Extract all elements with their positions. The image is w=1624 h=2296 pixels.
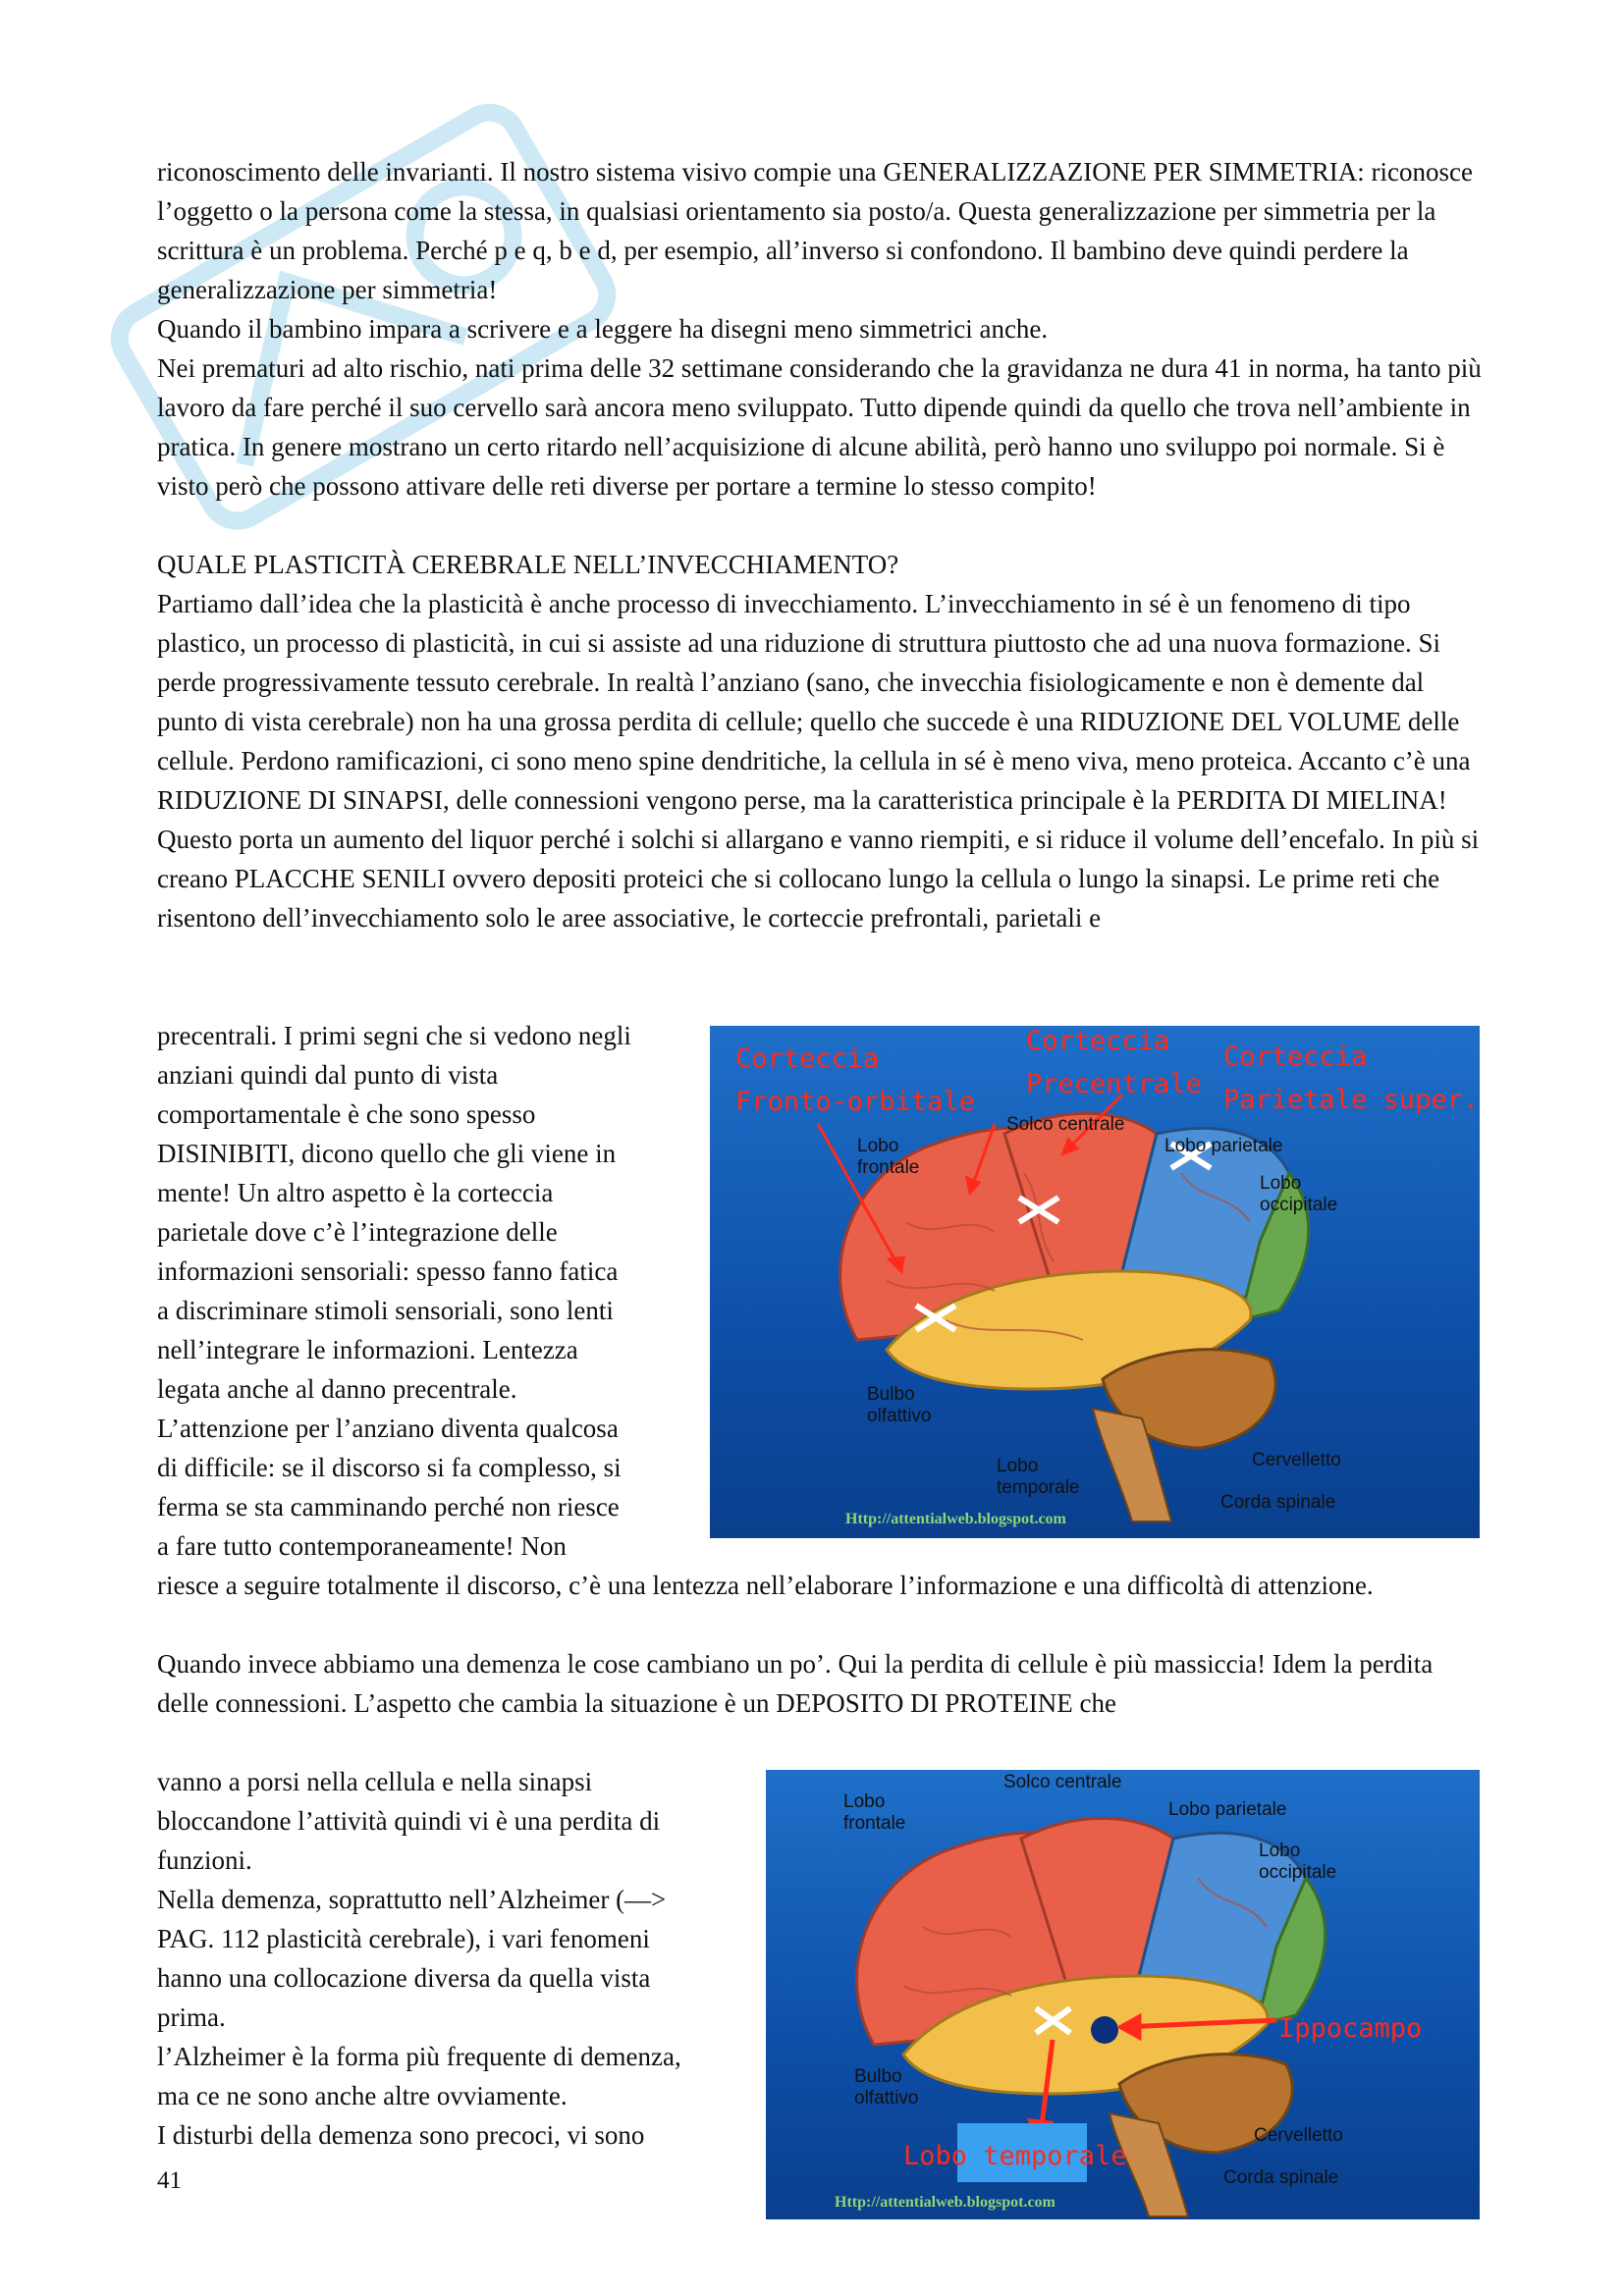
caption-precentrale — [1026, 1026, 1202, 1106]
wrap-line: funzioni. — [157, 1845, 252, 1875]
caption-ippocampo: Ippocampo — [1278, 2013, 1423, 2044]
caption-lobo-temporale: Lobo temporale — [903, 2141, 1127, 2171]
label-corda-spinale: Corda spinale — [1220, 1492, 1336, 1513]
wrap-line: I disturbi della demenza sono precoci, vi sono — [157, 2120, 645, 2150]
text-wrap-figure1 — [157, 1016, 631, 1566]
wrap-line: bloccandone l’attività quindi vi è una perdita di — [157, 1806, 661, 1836]
wrap-line: hanno una collocazione diversa da quella vista — [157, 1963, 651, 1993]
paragraph-simmetria: riconoscimento delle invarianti. Il nostro sistema visivo compie una GENERALIZZAZIONE PER SIMMETRIA: riconosce l’oggetto o la persona come la stessa, in qualsiasi orientamento sia posto/a. Questa generalizzazione per simmetria per la scrittura è un problema. Perché p e q, b e d, per esempio, all’inverso si confondono. Il bambino deve quindi perdere la generalizzazione per simmetria! — [157, 157, 1473, 304]
caption-line: Parietale super. — [1223, 1085, 1480, 1115]
label-bulbo-olfattivo-2 — [854, 2066, 918, 2109]
label-line: Lobo — [857, 1136, 899, 1156]
text-wrap-figure2 — [157, 1762, 681, 2155]
label-lobo-frontale — [857, 1136, 919, 1179]
caption-line: Corteccia — [1223, 1041, 1368, 1072]
label-lobo-parietale-2: Lobo parietale — [1168, 1799, 1287, 1820]
text-block-after-figure1 — [157, 1566, 1483, 1723]
wrap-line: legata anche al danno precentrale. — [157, 1374, 517, 1404]
label-line: Lobo — [1260, 1173, 1302, 1194]
wrap-line: vanno a porsi nella cellula e nella sinapsi — [157, 1767, 593, 1796]
paragraph-prematuri: Nei prematuri ad alto rischio, nati prima delle 32 settimane considerando che la gravidanza ne dura 41 in norma, ha tanto più lavoro da fare perché il suo cervello sarà ancora meno sviluppato. Tutto dipende quindi da quello che trova nell’ambiente in pratica. In genere mostrano un certo ritardo nell’acquisizione di alcune abilità, però hanno uno sviluppo poi normale. Si è visto però che possono attivare delle reti diverse per portare a termine lo stesso compito! — [157, 353, 1482, 501]
label-lobo-occipitale-2 — [1259, 1841, 1336, 1884]
label-line: temporale — [997, 1477, 1080, 1498]
label-solco-centrale: Solco centrale — [1006, 1114, 1125, 1135]
wrap-line: l’Alzheimer è la forma più frequente di demenza, — [157, 2042, 681, 2071]
hippocampus-dot — [1091, 2016, 1118, 2044]
wrap-line: mente! Un altro aspetto è la corteccia — [157, 1178, 554, 1207]
wrap-line: L’attenzione per l’anziano diventa qualcosa — [157, 1414, 619, 1443]
wrap-line: prima. — [157, 2002, 226, 2032]
wrap-line: ma ce ne sono anche altre ovviamente. — [157, 2081, 568, 2110]
label-cervelletto-2: Cervelletto — [1254, 2125, 1343, 2146]
label-lobo-parietale: Lobo parietale — [1164, 1136, 1283, 1156]
label-line: Lobo — [997, 1456, 1039, 1476]
label-lobo-occipitale — [1260, 1173, 1337, 1216]
caption-line: Corteccia — [1026, 1026, 1170, 1056]
source-url-2: Http://attentialweb.blogspot.com — [835, 2194, 1056, 2211]
paragraph-invecchiamento: Partiamo dall’idea che la plasticità è anche processo di invecchiamento. L’invecchiamento in sé è un fenomeno di tipo plastico, un processo di plasticità, in cui si assiste ad una riduzione di struttura piuttosto che ad una nuova formazione. Si perde progressivamente tessuto cerebrale. In realtà l’anziano (sano, che invecchia fisiologicamente e non è demente dal punto di vista cerebrale) non ha una grossa perdita di cellule; quello che succede è una RIDUZIONE DEL VOLUME delle cellule. Perdono ramificazioni, ci sono meno spine dendritiche, la cellula in sé è meno viva, meno proteica. Accanto c’è una RIDUZIONE DI SINAPSI, delle connessioni vengono perse, ma la caratteristica principale è la PERDITA DI MIELINA! Questo porta un aumento del liquor perché i solchi si allargano e vanno riempiti, e si riduce il volume dell’encefalo. In più si creano PLACCHE SENILI ovvero depositi proteici che si collocano lungo la cellula o lungo la sinapsi. Le prime reti che risentono dell’invecchiamento solo le aree associative, le corteccie prefrontali, parietali e — [157, 589, 1480, 933]
caption-line: Corteccia — [735, 1043, 880, 1074]
paragraph-bambino: Quando il bambino impara a scrivere e a leggere ha disegni meno simmetrici anche. — [157, 314, 1049, 344]
label-line: Lobo — [1259, 1841, 1301, 1861]
source-url: Http://attentialweb.blogspot.com — [845, 1511, 1066, 1527]
section-heading: QUALE PLASTICITÀ CEREBRALE NELL’INVECCHIAMENTO? — [157, 550, 899, 579]
wrap-line: a fare tutto contemporaneamente! Non — [157, 1531, 567, 1561]
label-line: Bulbo — [854, 2066, 902, 2087]
label-line: olfattivo — [867, 1406, 932, 1426]
wrap-line: di difficile: se il discorso si fa complesso, si — [157, 1453, 622, 1482]
label-lobo-frontale-2 — [843, 1791, 905, 1835]
wrap-line: a discriminare stimoli sensoriali, sono lenti — [157, 1296, 614, 1325]
caption-fronto-orbitale — [735, 1038, 975, 1124]
brain-figure-dementia — [766, 1770, 1480, 2219]
label-line: olfattivo — [854, 2088, 919, 2109]
wrap-line: precentrali. I primi segni che si vedono negli — [157, 1021, 631, 1050]
wrap-line: Nella demenza, soprattutto nell’Alzheimer (—> — [157, 1885, 667, 1914]
text-block-top — [157, 152, 1483, 937]
wrap-line: parietale dove c’è l’integrazione delle — [157, 1217, 558, 1247]
paragraph-lentezza: riesce a seguire totalmente il discorso, c’è una lentezza nell’elaborare l’informazione e una difficoltà di attenzione. — [157, 1571, 1374, 1600]
label-line: occipitale — [1259, 1862, 1337, 1883]
wrap-line: nell’integrare le informazioni. Lentezza — [157, 1335, 578, 1364]
paragraph-demenza: Quando invece abbiamo una demenza le cose cambiano un po’. Qui la perdita di cellule è più massiccia! Idem la perdita delle connessioni. L’aspetto che cambia la situazione è un DEPOSITO DI PROTEINE che — [157, 1649, 1434, 1718]
label-line: occipitale — [1260, 1195, 1338, 1215]
wrap-line: comportamentale è che sono spesso — [157, 1099, 536, 1129]
caption-line: Fronto-orbitale — [735, 1087, 975, 1117]
label-lobo-temporale — [997, 1456, 1080, 1499]
label-line: Bulbo — [867, 1384, 915, 1405]
label-cervelletto: Cervelletto — [1252, 1450, 1341, 1470]
label-corda-spinale-2: Corda spinale — [1223, 2167, 1339, 2188]
wrap-line: ferma se sta camminando perché non riesce — [157, 1492, 620, 1522]
wrap-line: DISINIBITI, dicono quello che gli viene in — [157, 1139, 617, 1168]
caption-parietale — [1223, 1036, 1479, 1122]
label-line: Lobo — [843, 1791, 886, 1812]
wrap-line: informazioni sensoriali: spesso fanno fatica — [157, 1256, 619, 1286]
wrap-line: anziani quindi dal punto di vista — [157, 1060, 499, 1090]
caption-line: Precentrale — [1026, 1069, 1202, 1099]
page-number: 41 — [157, 2167, 182, 2194]
brain-figure-aging — [710, 1026, 1480, 1538]
label-bulbo-olfattivo — [867, 1384, 931, 1427]
label-line: frontale — [843, 1813, 906, 1834]
wrap-line: PAG. 112 plasticità cerebrale), i vari fenomeni — [157, 1924, 650, 1953]
label-line: frontale — [857, 1157, 920, 1178]
label-solco-centrale-2: Solco centrale — [1003, 1772, 1122, 1792]
